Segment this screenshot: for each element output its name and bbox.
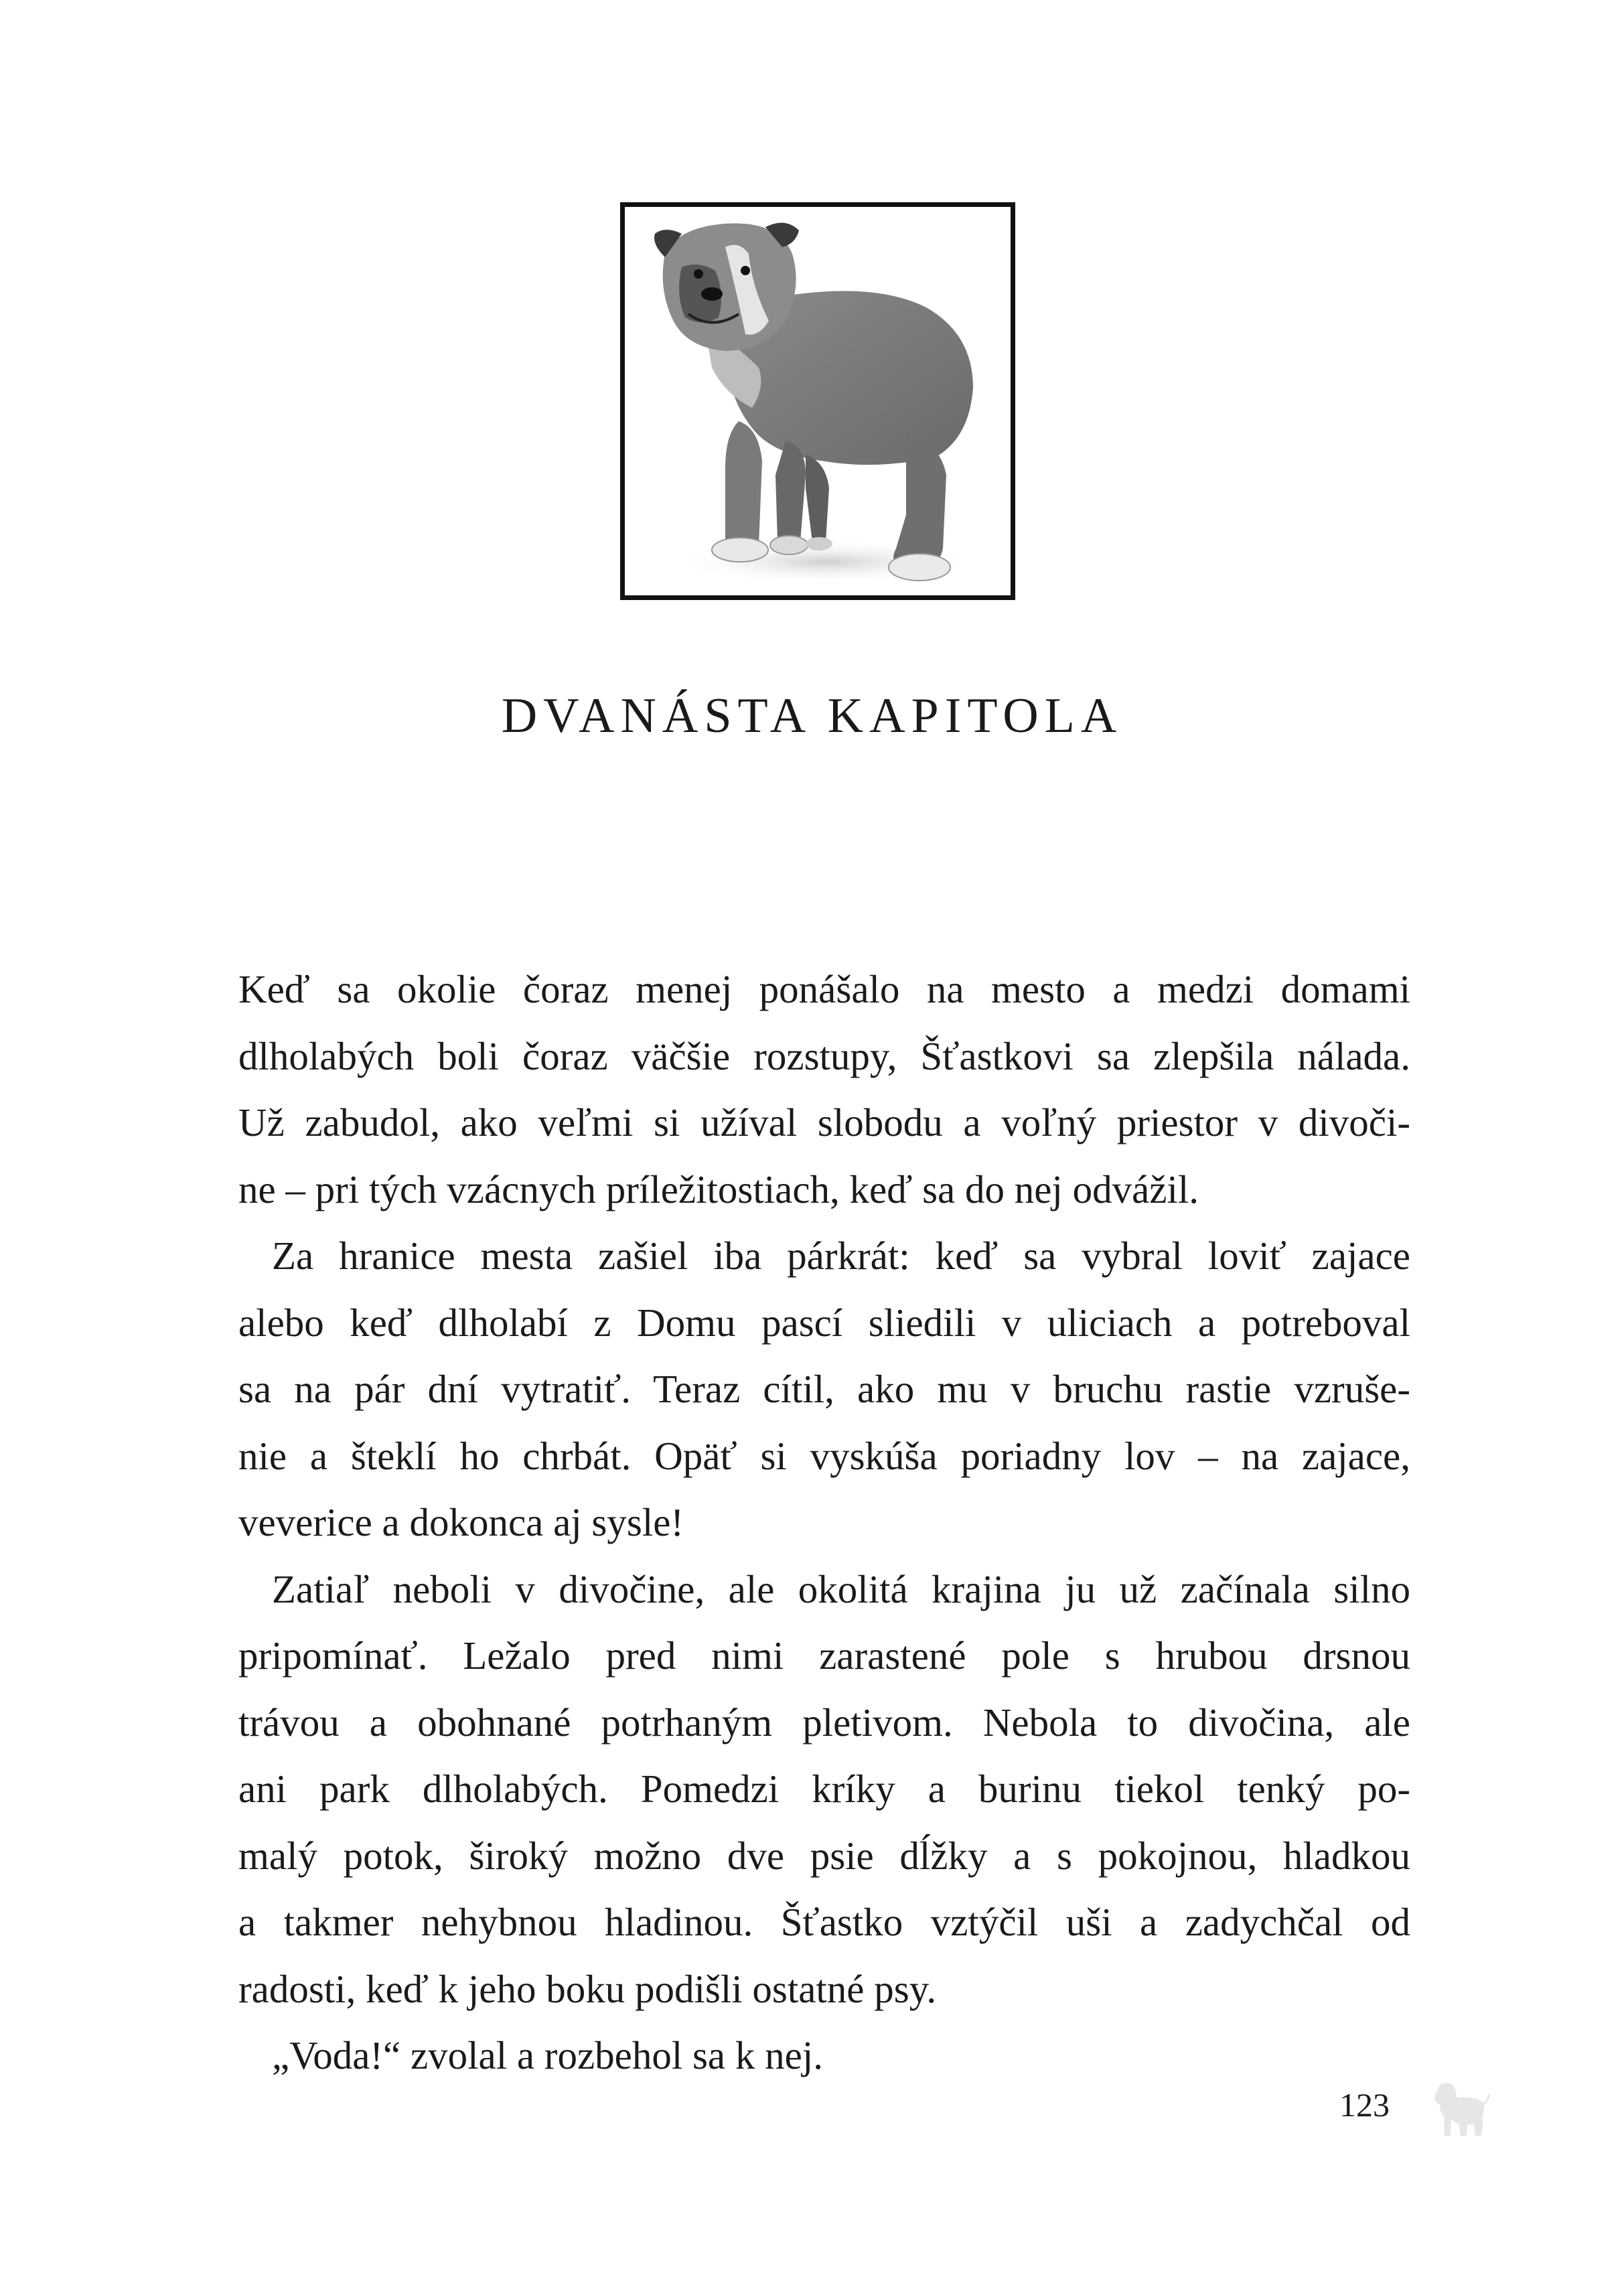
chapter-title: DVANÁSTA KAPITOLA — [501, 688, 1123, 743]
text-line: „Voda!“ zvolal a rozbehol sa k nej. — [272, 2033, 823, 2077]
text-line: ani park dlholabých. Pomedzi kríky a burinu tiekol tenký po- — [238, 1767, 1410, 1811]
text-line: radosti, keď k jeho boku podišli ostatné psy. — [238, 1966, 937, 2011]
text-line: alebo keď dlholabí z Domu pascí sliedili v uliciach a potreboval — [238, 1300, 1410, 1345]
text-line: trávou a obohnané potrhaným pletivom. Nebola to divočina, ale — [238, 1700, 1410, 1745]
text-line: a takmer nehybnou hladinou. Šťastko vztýčil uši a zadychčal od — [238, 1900, 1410, 1944]
chapter-illustration — [620, 202, 1015, 600]
page-number: 123 — [1339, 2086, 1390, 2124]
text-line: sa na pár dní vytratiť. Teraz cítil, ako mu v bruchu rastie vzruše- — [238, 1367, 1410, 1411]
text-line: pripomínať. Ležalo pred nimi zarastené pole s hrubou drsnou — [238, 1633, 1410, 1678]
text-line: malý potok, široký možno dve psie dĺžky a s pokojnou, hladkou — [238, 1833, 1410, 1878]
text-line: ne – pri tých vzácnych príležitostiach, keď sa do nej odvážil. — [238, 1167, 1199, 1211]
text-line: Zatiaľ neboli v divočine, ale okolitá krajina ju už začínala silno — [272, 1566, 1410, 1611]
dog-silhouette-icon — [1426, 2076, 1493, 2143]
bulldog-illustration-icon — [625, 207, 1011, 595]
text-line: nie a šteklí ho chrbát. Opäť si vyskúša poriadny lov – na zajace, — [238, 1433, 1410, 1478]
text-line: veverice a dokonca aj sysle! — [238, 1500, 684, 1544]
text-line: Už zabudol, ako veľmi si užíval slobodu a voľný priestor v divoči- — [238, 1100, 1410, 1144]
text-line: Keď sa okolie čoraz menej ponášalo na mesto a medzi domami — [238, 967, 1410, 1011]
text-line: Za hranice mesta zašiel iba párkrát: keď sa vybral loviť zajace — [272, 1234, 1410, 1278]
text-line: dlholabých boli čoraz väčšie rozstupy, Šťastkovi sa zlepšila nálada. — [238, 1033, 1410, 1078]
chapter-body-text — [238, 956, 1410, 2089]
